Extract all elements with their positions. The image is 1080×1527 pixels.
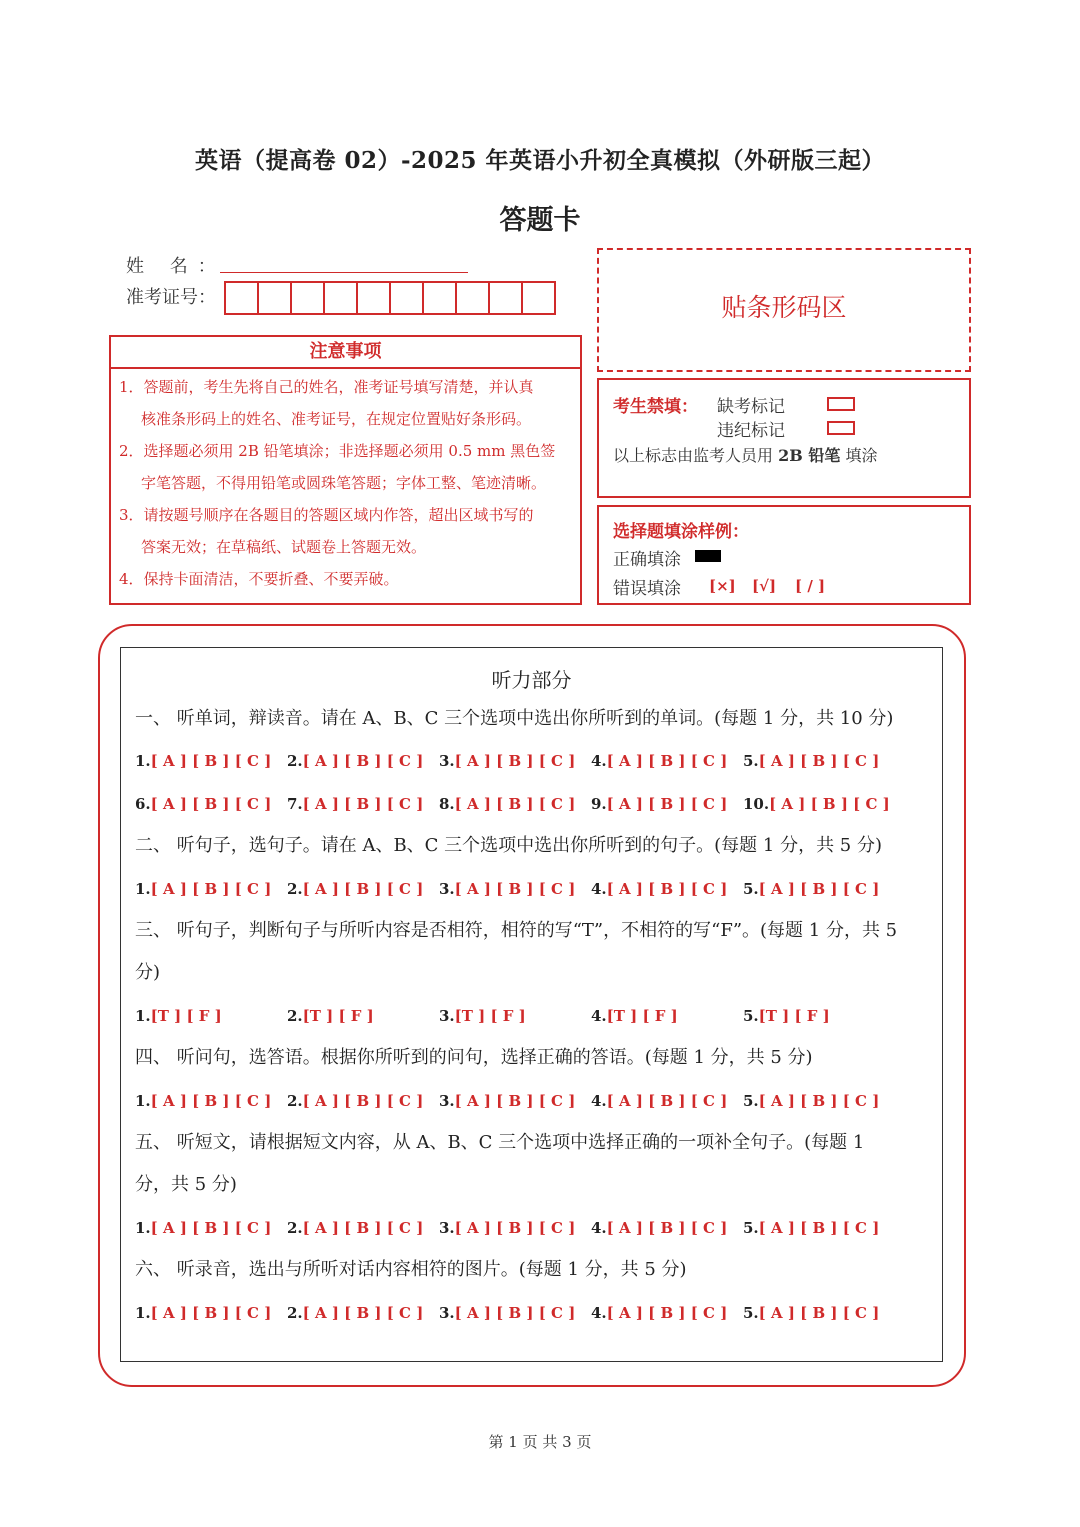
answer-item[interactable]: 3.[ A ] [ B ] [ C ] bbox=[439, 1304, 576, 1322]
answer-item[interactable]: 5.[ A ] [ B ] [ C ] bbox=[743, 752, 880, 770]
id-digit-box[interactable] bbox=[226, 283, 259, 313]
answer-item[interactable]: 1.[ A ] [ B ] [ C ] bbox=[135, 1219, 272, 1237]
answer-item[interactable]: 5.[T ] [ F ] bbox=[743, 1007, 830, 1025]
proctor-marks-panel bbox=[597, 378, 971, 498]
answer-item[interactable]: 3.[ A ] [ B ] [ C ] bbox=[439, 880, 576, 898]
section-4-instruction: 四、 听问句，选答语。根据你所听到的问句，选择正确的答语。(每题 1 分，共 5 分) bbox=[135, 1047, 813, 1068]
answer-item[interactable]: 1.[ A ] [ B ] [ C ] bbox=[135, 880, 272, 898]
answer-item[interactable]: 4.[ A ] [ B ] [ C ] bbox=[591, 1092, 728, 1110]
sample-title: 选择题填涂样例： bbox=[613, 522, 749, 542]
section-3-instruction-cont: 分) bbox=[135, 962, 161, 983]
section-6-instruction: 六、 听录音，选出与所听对话内容相符的图片。(每题 1 分，共 5 分) bbox=[135, 1259, 687, 1280]
answer-item[interactable]: 5.[ A ] [ B ] [ C ] bbox=[743, 1092, 880, 1110]
answer-item[interactable]: 5.[ A ] [ B ] [ C ] bbox=[743, 1304, 880, 1322]
answer-item[interactable]: 2.[T ] [ F ] bbox=[287, 1007, 374, 1025]
id-label: 准考证号： bbox=[126, 287, 216, 308]
answer-row bbox=[135, 880, 935, 904]
document-title: 英语（提高卷 02）-2025 年英语小升初全真模拟（外研版三起） bbox=[194, 147, 886, 174]
notes-panel bbox=[109, 367, 582, 605]
proctor-note: 以上标志由监考人员用 2B 铅笔 填涂 bbox=[613, 446, 878, 465]
note-line: 核准条形码上的姓名、准考证号，在规定位置贴好条形码。 bbox=[141, 410, 532, 428]
answer-item[interactable]: 2.[ A ] [ B ] [ C ] bbox=[287, 880, 424, 898]
wrong-mark-x: [×] bbox=[709, 577, 736, 595]
section-2-instruction: 二、 听句子，选句子。请在 A、B、C 三个选项中选出你所听到的句子。(每题 1 分，共 5 分) bbox=[135, 835, 882, 856]
answer-item[interactable]: 4.[ A ] [ B ] [ C ] bbox=[591, 1304, 728, 1322]
fill-sample-panel bbox=[597, 505, 971, 605]
answer-item[interactable]: 5.[ A ] [ B ] [ C ] bbox=[743, 1219, 880, 1237]
answer-item[interactable]: 1.[ A ] [ B ] [ C ] bbox=[135, 752, 272, 770]
forbidden-label: 考生禁填： bbox=[613, 397, 698, 417]
correct-fill-label: 正确填涂 bbox=[613, 550, 681, 570]
answer-item[interactable]: 3.[ A ] [ B ] [ C ] bbox=[439, 1219, 576, 1237]
note-line: 字笔答题，不得用铅笔或圆珠笔答题；字体工整、笔迹清晰。 bbox=[141, 474, 547, 492]
exam-id-boxes[interactable] bbox=[224, 281, 556, 315]
id-digit-box[interactable] bbox=[523, 283, 554, 313]
id-digit-box[interactable] bbox=[325, 283, 358, 313]
section-5-instruction-cont: 分，共 5 分) bbox=[135, 1174, 237, 1195]
note-line: 1．答题前，考生先将自己的姓名，准考证号填写清楚，并认真 bbox=[119, 378, 534, 396]
absent-mark-box[interactable] bbox=[827, 397, 855, 411]
answer-item[interactable]: 4.[T ] [ F ] bbox=[591, 1007, 678, 1025]
section-5-instruction: 五、 听短文，请根据短文内容，从 A、B、C 三个选项中选择正确的一项补全句子。(每题 1 bbox=[135, 1132, 865, 1153]
answer-item[interactable]: 1.[T ] [ F ] bbox=[135, 1007, 222, 1025]
answer-row bbox=[135, 795, 935, 819]
note-line: 4．保持卡面清洁，不要折叠、不要弄破。 bbox=[119, 570, 399, 588]
answer-item[interactable]: 9.[ A ] [ B ] [ C ] bbox=[591, 795, 728, 813]
id-digit-box[interactable] bbox=[490, 283, 523, 313]
answer-row bbox=[135, 1219, 935, 1243]
name-label: 姓 名： bbox=[126, 256, 226, 277]
id-digit-box[interactable] bbox=[391, 283, 424, 313]
note-line: 2．选择题必须用 2B 铅笔填涂；非选择题必须用 0.5 mm 黑色签 bbox=[119, 442, 556, 460]
id-digit-box[interactable] bbox=[457, 283, 490, 313]
wrong-mark-slash: [ / ] bbox=[795, 577, 826, 595]
answer-item[interactable]: 2.[ A ] [ B ] [ C ] bbox=[287, 1304, 424, 1322]
answer-item[interactable]: 6.[ A ] [ B ] [ C ] bbox=[135, 795, 272, 813]
answer-item[interactable]: 3.[T ] [ F ] bbox=[439, 1007, 526, 1025]
answer-item[interactable]: 5.[ A ] [ B ] [ C ] bbox=[743, 880, 880, 898]
id-digit-box[interactable] bbox=[424, 283, 457, 313]
answer-item[interactable]: 2.[ A ] [ B ] [ C ] bbox=[287, 1092, 424, 1110]
answer-item[interactable]: 4.[ A ] [ B ] [ C ] bbox=[591, 752, 728, 770]
section-1-instruction: 一、 听单词，辩读音。请在 A、B、C 三个选项中选出你所听到的单词。(每题 1 分，共 10 分) bbox=[135, 708, 894, 729]
absent-label: 缺考标记 bbox=[717, 397, 785, 417]
section-3-instruction: 三、 听句子，判断句子与所听内容是否相符，相符的写“T”，不相符的写“F”。(每题 1 分，共 5 bbox=[135, 920, 898, 941]
answer-item[interactable]: 3.[ A ] [ B ] [ C ] bbox=[439, 1092, 576, 1110]
wrong-mark-check: [√] bbox=[752, 577, 777, 595]
answer-item[interactable]: 7.[ A ] [ B ] [ C ] bbox=[287, 795, 424, 813]
answer-item[interactable]: 3.[ A ] [ B ] [ C ] bbox=[439, 752, 576, 770]
answer-item[interactable]: 2.[ A ] [ B ] [ C ] bbox=[287, 752, 424, 770]
violation-label: 违纪标记 bbox=[717, 421, 785, 441]
answer-row bbox=[135, 1007, 935, 1031]
listening-heading: 听力部分 bbox=[491, 668, 572, 692]
violation-mark-box[interactable] bbox=[827, 421, 855, 435]
note-line: 3．请按题号顺序在各题目的答题区域内作答，超出区域书写的 bbox=[119, 506, 534, 524]
notes-heading: 注意事项 bbox=[109, 335, 582, 369]
answer-item[interactable]: 8.[ A ] [ B ] [ C ] bbox=[439, 795, 576, 813]
answer-card-title: 答题卡 bbox=[499, 205, 581, 236]
note-line: 答案无效；在草稿纸、试题卷上答题无效。 bbox=[141, 538, 427, 556]
answer-item[interactable]: 4.[ A ] [ B ] [ C ] bbox=[591, 880, 728, 898]
answer-item[interactable]: 1.[ A ] [ B ] [ C ] bbox=[135, 1092, 272, 1110]
id-digit-box[interactable] bbox=[358, 283, 391, 313]
answer-item[interactable]: 10.[ A ] [ B ] [ C ] bbox=[743, 795, 890, 813]
correct-fill-sample bbox=[695, 550, 721, 562]
answer-row bbox=[135, 752, 935, 776]
id-digit-box[interactable] bbox=[292, 283, 325, 313]
answer-row bbox=[135, 1304, 935, 1328]
wrong-fill-label: 错误填涂 bbox=[613, 579, 681, 599]
answer-item[interactable]: 4.[ A ] [ B ] [ C ] bbox=[591, 1219, 728, 1237]
answer-row bbox=[135, 1092, 935, 1116]
id-digit-box[interactable] bbox=[259, 283, 292, 313]
page-footer: 第 1 页 共 3 页 bbox=[488, 1433, 592, 1451]
answer-item[interactable]: 2.[ A ] [ B ] [ C ] bbox=[287, 1219, 424, 1237]
name-field[interactable] bbox=[220, 271, 468, 273]
barcode-area[interactable]: 贴条形码区 bbox=[597, 248, 971, 372]
answer-item[interactable]: 1.[ A ] [ B ] [ C ] bbox=[135, 1304, 272, 1322]
